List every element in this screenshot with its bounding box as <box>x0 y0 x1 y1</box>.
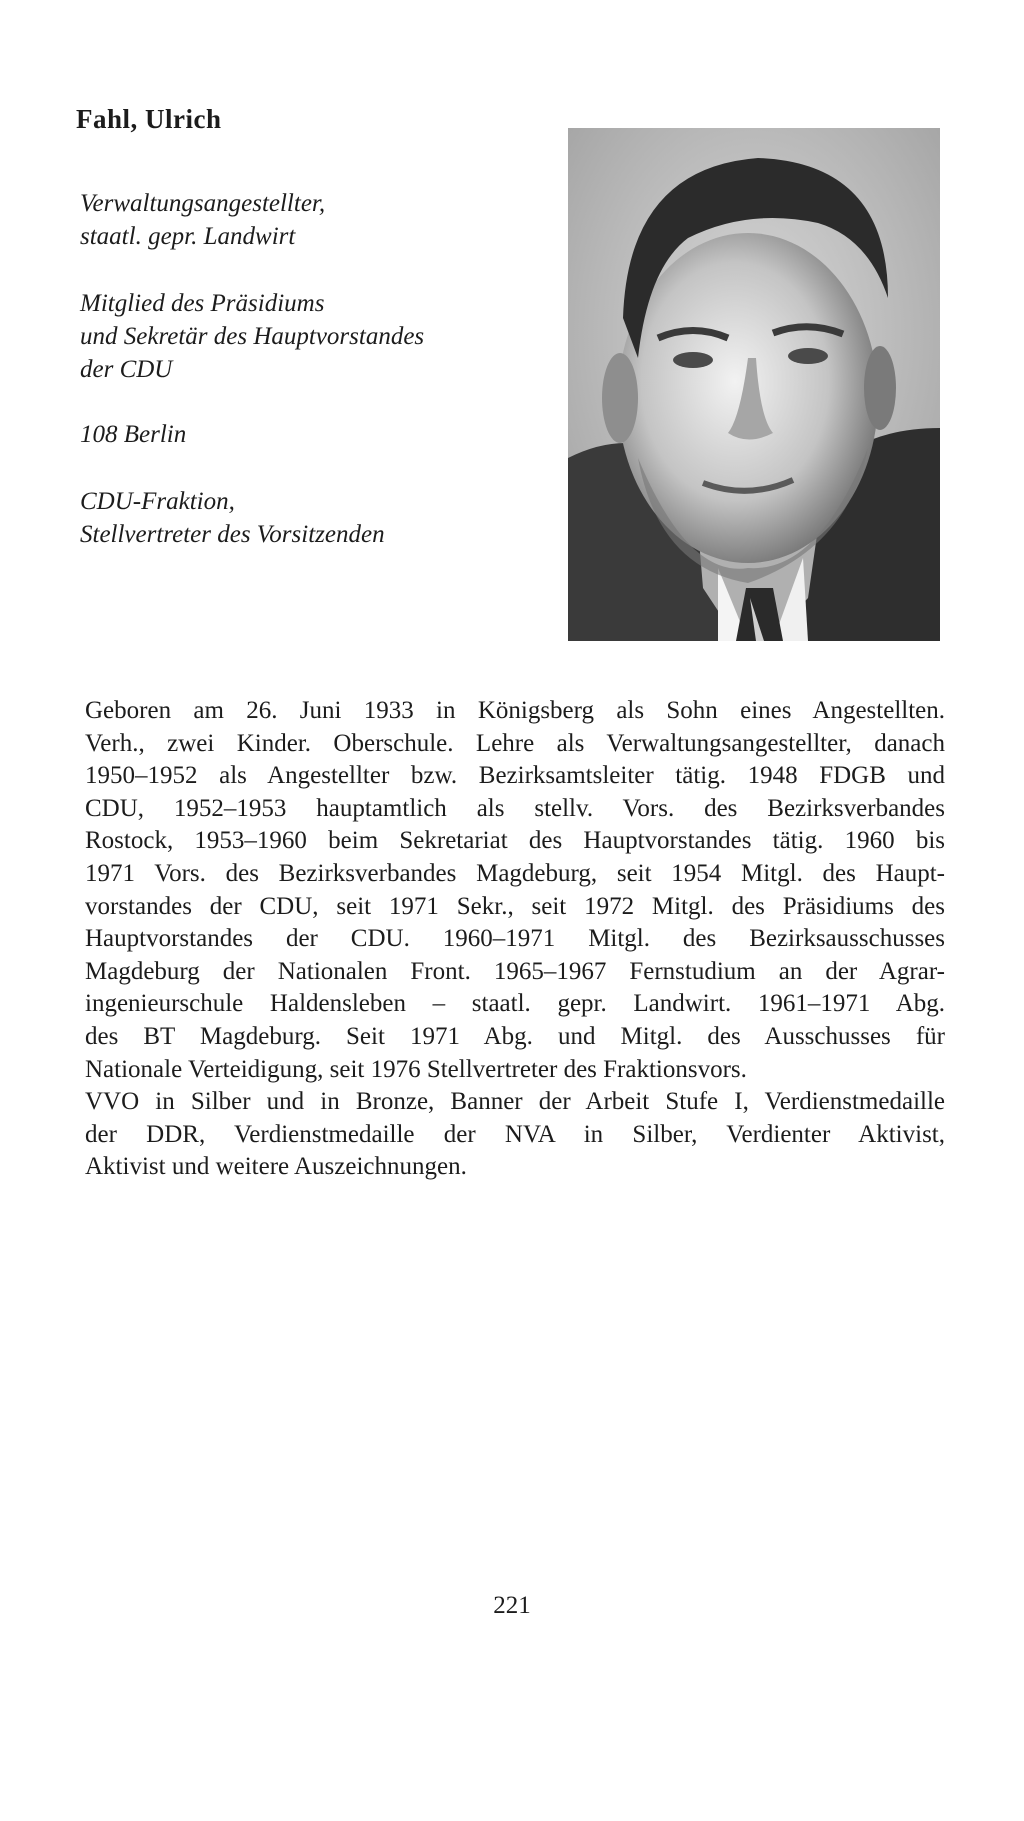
occupation-line: Verwaltungsangestellter, <box>80 190 326 217</box>
portrait-photo <box>568 128 940 641</box>
fraction-line: Stellvertreter des Vorsitzenden <box>80 521 385 548</box>
address-line: 108 Berlin <box>80 421 187 448</box>
position-line: der CDU <box>80 356 173 383</box>
biography-line: Geboren am 26. Juni 1933 in Königsberg als Sohn eines Angestellten. <box>85 697 945 724</box>
biography-line: 1971 Vors. des Bezirksverbandes Magdeburg, seit 1954 Mitgl. des Haupt- <box>85 859 945 887</box>
parliamentary-fraction <box>80 485 540 551</box>
biography <box>85 695 945 1184</box>
fraction-line: CDU-Fraktion, <box>80 488 235 515</box>
biography-line: Magdeburg der Nationalen Front. 1965–1967 Fernstudium an der Agrar- <box>85 957 945 985</box>
address <box>80 418 540 451</box>
page-number: 221 <box>493 1592 531 1619</box>
portrait-illustration <box>568 128 940 641</box>
biography-line: Nationale Verteidigung, seit 1976 Stellvertreter des Fraktionsvors. <box>85 1055 747 1083</box>
biography-line: Verh., zwei Kinder. Oberschule. Lehre als Verwaltungsangestellter, danach <box>85 729 945 757</box>
biography-line: des BT Magdeburg. Seit 1971 Abg. und Mitgl. des Ausschusses für <box>85 1022 945 1050</box>
occupation-line: staatl. gepr. Landwirt <box>80 223 296 250</box>
biography-line: Rostock, 1953–1960 beim Sekretariat des Hauptvorstandes tätig. 1960 bis <box>85 827 945 855</box>
biography-line: Hauptvorstandes der CDU. 1960–1971 Mitgl. des Bezirksausschusses <box>85 925 945 953</box>
person-name: Fahl, Ulrich <box>76 104 222 134</box>
position-line: Mitglied des Präsidiums <box>80 290 325 317</box>
biography-line: vorstandes der CDU, seit 1971 Sekr., seit 1972 Mitgl. des Präsidiums des <box>85 892 945 920</box>
biography-line: 1950–1952 als Angestellter bzw. Bezirksamtsleiter tätig. 1948 FDGB und <box>85 762 945 790</box>
biography-line: CDU, 1952–1953 hauptamtlich als stellv. Vors. des Bezirksverbandes <box>85 794 945 822</box>
party-position <box>80 287 540 386</box>
occupation <box>80 187 540 253</box>
awards-line: Aktivist und weitere Auszeichnungen. <box>85 1153 467 1181</box>
biography-line: ingenieurschule Haldensleben – staatl. gepr. Landwirt. 1961–1971 Abg. <box>85 990 945 1018</box>
position-line: und Sekretär des Hauptvorstandes <box>80 323 425 350</box>
awards-line: der DDR, Verdienstmedaille der NVA in Silber, Verdienter Aktivist, <box>85 1120 945 1148</box>
awards-line: VVO in Silber und in Bronze, Banner der Arbeit Stufe I, Verdienstmedaille <box>85 1088 945 1116</box>
